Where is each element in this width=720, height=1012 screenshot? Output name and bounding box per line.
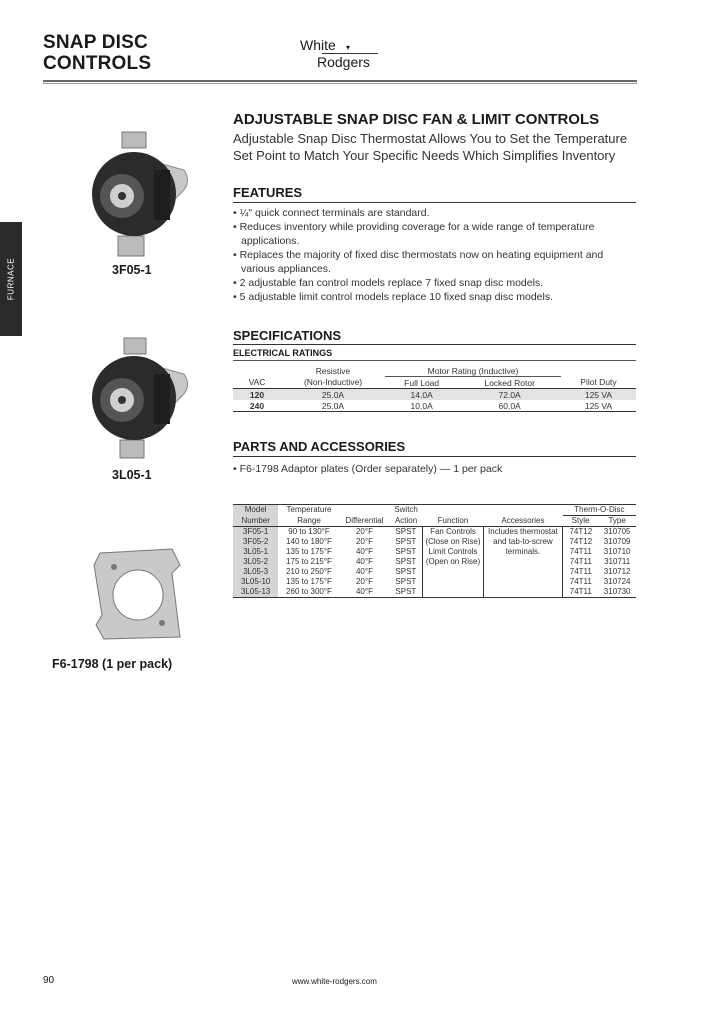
table-row (233, 527, 636, 538)
col-non-inductive: (Non-Inductive) (303, 377, 363, 388)
cell: 20°F (355, 577, 373, 586)
cell: 72.0A (498, 389, 521, 400)
cell: 310712 (603, 567, 631, 576)
caption-3l05-1: 3L05-1 (112, 468, 152, 482)
header-rule-thin (43, 83, 637, 84)
parts-heading: PARTS AND ACCESSORIES (233, 439, 406, 454)
col-temperature: Temperature (286, 505, 332, 515)
col-switch: Switch (394, 505, 418, 515)
cell: SPST (395, 547, 417, 556)
parts-accessory-line: • F6-1798 Adaptor plates (Order separately) — 1 per pack (233, 463, 503, 475)
cell (423, 567, 483, 577)
cell: 40°F (355, 547, 373, 556)
col-locked-rotor: Locked Rotor (484, 377, 535, 388)
electrical-ratings-heading: ELECTRICAL RATINGS (233, 348, 333, 358)
cell: 135 to 175°F (286, 547, 332, 556)
col-differential: Differential (345, 515, 384, 525)
cell (423, 577, 483, 587)
brand-line2: Rodgers (317, 54, 370, 70)
footer-url[interactable]: www.white-rodgers.com (292, 977, 377, 986)
col-motor-rating: Motor Rating (Inductive) (385, 365, 561, 377)
header-rule (43, 80, 637, 82)
cell: 25.0A (321, 389, 345, 400)
col-function: Function (437, 515, 469, 525)
cell: 40°F (355, 587, 373, 596)
cell: 125 VA (584, 400, 613, 411)
cell: 74T12 (563, 527, 599, 538)
side-tab-label: FURNACE (6, 257, 16, 301)
table-row (233, 557, 636, 567)
table-row (233, 577, 636, 587)
col-resistive: Resistive (315, 365, 351, 376)
table-row (233, 547, 636, 557)
cell: 120 (249, 389, 265, 400)
cell: 310711 (604, 557, 631, 566)
product-image-3f05-1 (78, 130, 192, 265)
table-row (233, 537, 636, 547)
feature-item: • Reduces inventory while providing coverage for a wide range of temperature applications. (233, 221, 595, 247)
cell: 74T11 (563, 567, 599, 577)
feature-item: • 5 adjustable limit control models replace 10 fixed snap disc models. (233, 291, 554, 303)
cell: 74T11 (563, 577, 599, 587)
cell (483, 557, 563, 567)
table-header-row (233, 516, 636, 527)
features-rule (233, 202, 636, 203)
brand-logo (300, 37, 380, 71)
section-side-tab (0, 222, 22, 336)
table-row (233, 389, 636, 401)
col-vac: VAC (248, 377, 266, 388)
col-style: Style (571, 516, 590, 525)
col-therm-o-disc: Therm-O-Disc (563, 505, 636, 516)
cell: 74T11 (563, 587, 599, 598)
cell: 10.0A (410, 400, 433, 411)
cell (483, 567, 563, 577)
feature-item: • 2 adjustable fan control models replace 7 fixed snap disc models. (233, 277, 544, 289)
col-number: Number (233, 516, 278, 527)
cell: 60.0A (498, 400, 521, 411)
parts-rule (233, 456, 636, 457)
feature-item: • Replaces the majority of fixed disc thermostats now on heating equipment and various appliances. (233, 249, 604, 275)
main-subtitle (233, 130, 643, 164)
cell: 175 to 215°F (286, 557, 332, 566)
electrical-ratings-table (233, 365, 636, 412)
cell: 20°F (355, 537, 373, 546)
cell: SPST (395, 537, 417, 546)
cell: (Close on Rise) (423, 537, 483, 547)
cell: SPST (395, 557, 417, 566)
page-number: 90 (43, 975, 55, 986)
parts-table (233, 504, 636, 598)
cell: 3L05-1 (233, 547, 278, 557)
caption-3f05-1: 3F05-1 (112, 263, 152, 277)
cell: 74T11 (563, 547, 599, 557)
cell: 40°F (355, 567, 373, 576)
cell: 210 to 250°F (286, 567, 332, 576)
product-image-3l05-1 (78, 336, 192, 466)
page-title-line1: SNAP DISC (43, 32, 148, 53)
cell: 14.0A (410, 389, 433, 400)
col-accessories: Accessories (501, 515, 545, 525)
cell: SPST (395, 587, 417, 596)
cell: 310724 (603, 577, 631, 586)
page-title (43, 32, 151, 74)
electrical-rule (233, 360, 636, 361)
cell: SPST (395, 577, 417, 586)
cell: SPST (395, 567, 417, 576)
cell: Includes thermostat (483, 527, 563, 538)
page-title-line2: CONTROLS (43, 53, 152, 74)
col-range: Range (297, 515, 321, 525)
cell: terminals. (483, 547, 563, 557)
cell: 140 to 180°F (286, 537, 332, 546)
feature-item: • ¼" quick connect terminals are standard. (233, 207, 430, 219)
logo-mark-icon: ▾ (346, 43, 351, 52)
cell: 90 to 130°F (288, 527, 330, 536)
brand-line1: White (300, 37, 336, 53)
cell: (Open on Rise) (423, 557, 483, 567)
cell: 74T12 (563, 537, 599, 547)
cell: 310730 (603, 587, 631, 596)
cell: Fan Controls (423, 527, 483, 538)
features-list (233, 206, 633, 304)
features-heading: FEATURES (233, 185, 303, 200)
col-action: Action (394, 515, 418, 525)
cell: 3L05-3 (233, 567, 278, 577)
cell: 240 (249, 400, 265, 411)
caption-f6-1798: F6-1798 (1 per pack) (52, 657, 173, 671)
col-type: Type (608, 516, 626, 525)
table-row (233, 587, 636, 598)
cell: 3L05-10 (233, 577, 278, 587)
table-row (233, 400, 636, 412)
table-header-row (233, 365, 636, 377)
cell: 25.0A (321, 400, 345, 411)
cell: 74T11 (563, 557, 599, 567)
cell: 135 to 175°F (286, 577, 332, 586)
subtitle-line1: Adjustable Snap Disc Thermostat Allows You to Set the Temperature (233, 131, 628, 146)
cell: 3F05-2 (233, 537, 278, 547)
cell: 3L05-2 (233, 557, 278, 567)
cell: 260 to 300°F (286, 587, 332, 596)
cell: 3F05-1 (233, 527, 278, 538)
cell: 125 VA (584, 389, 613, 400)
cell (483, 577, 563, 587)
table-header-row (233, 377, 636, 389)
col-full-load: Full Load (404, 377, 440, 388)
cell: 310705 (603, 527, 631, 536)
cell: 310709 (603, 537, 631, 546)
col-pilot-duty: Pilot Duty (580, 377, 617, 388)
table-row (233, 567, 636, 577)
cell: 20°F (355, 527, 373, 536)
cell: 310710 (603, 547, 631, 556)
cell (483, 587, 563, 598)
main-title: ADJUSTABLE SNAP DISC FAN & LIMIT CONTROLS (233, 111, 600, 128)
cell: 3L05-13 (233, 587, 278, 598)
specifications-heading: SPECIFICATIONS (233, 328, 342, 343)
cell: SPST (395, 527, 417, 536)
cell: 40°F (355, 557, 373, 566)
col-model: Model (233, 505, 278, 516)
specifications-rule (233, 344, 636, 345)
cell: Limit Controls (423, 547, 483, 557)
subtitle-line2: Set Point to Match Your Specific Needs Which Simplifies Inventory (233, 148, 616, 163)
product-image-f6-1798 (92, 545, 184, 645)
cell (423, 587, 483, 598)
cell: and tab-to-screw (483, 537, 563, 547)
table-header-row (233, 505, 636, 516)
